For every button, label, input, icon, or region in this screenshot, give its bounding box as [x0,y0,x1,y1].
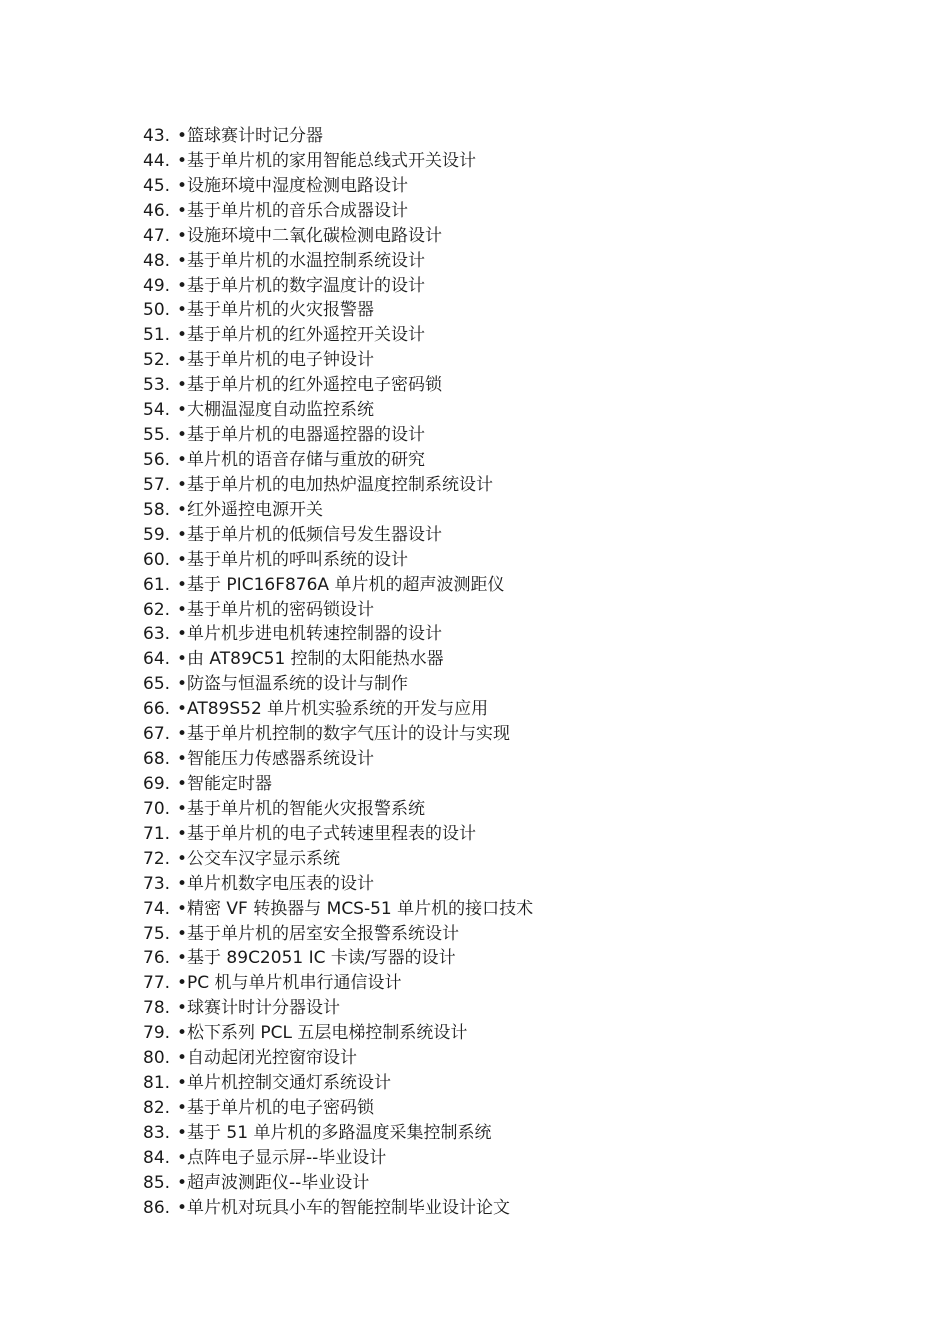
list-item [143,922,533,947]
item-number: 85. [143,1172,171,1193]
list-item [143,847,533,872]
item-title: •基于单片机的红外遥控开关设计 [177,325,426,346]
list-item [143,274,533,299]
item-title: •基于 51 单片机的多路温度采集控制系统 [177,1122,492,1143]
item-title: •篮球赛计时记分器 [177,126,324,146]
item-title: •AT89S52 单片机实验系统的开发与应用 [177,699,489,720]
item-number: 67. [143,724,171,745]
item-number: 59. [143,524,171,545]
item-number: 45. [143,175,171,196]
item-title: •由 AT89C51 控制的太阳能热水器 [177,649,444,670]
list-item [143,473,533,498]
item-title: •基于单片机的电子式转速里程表的设计 [177,823,477,844]
item-number: 58. [143,499,171,520]
item-title: •基于单片机的水温控制系统设计 [177,250,426,271]
item-number: 57. [143,474,171,495]
list-item [143,224,533,249]
item-title: •基于单片机的居室安全报警系统设计 [177,923,460,944]
item-number: 78. [143,998,171,1019]
item-number: 84. [143,1147,171,1168]
list-item [143,1121,533,1146]
item-title: •单片机的语音存储与重放的研究 [177,449,426,470]
list-item [143,398,533,423]
item-title: •智能压力传感器系统设计 [177,749,375,770]
item-title: •基于单片机的智能火灾报警系统 [177,798,426,819]
item-title: •公交车汉字显示系统 [177,848,341,869]
item-title: •基于 89C2051 IC 卡读/写器的设计 [177,948,456,969]
list-item [143,1021,533,1046]
list-item [143,573,533,598]
item-number: 86. [143,1197,171,1218]
item-number: 83. [143,1122,171,1143]
list-item [143,249,533,274]
item-title: •设施环境中湿度检测电路设计 [177,175,409,196]
item-number: 47. [143,225,171,246]
item-title: •基于单片机控制的数字气压计的设计与实现 [177,724,511,745]
item-number: 44. [143,150,171,171]
list-item [143,199,533,224]
item-title: •松下系列 PCL 五层电梯控制系统设计 [177,1023,468,1044]
item-title: •基于单片机的数字温度计的设计 [177,275,426,296]
item-title: •超声波测距仪--毕业设计 [177,1172,370,1193]
item-number: 76. [143,948,171,969]
list-item [143,448,533,473]
list-item [143,1171,533,1196]
item-number: 62. [143,599,171,620]
item-title: •红外遥控电源开关 [177,499,324,520]
list-item [143,298,533,323]
item-number: 50. [143,300,171,321]
item-title: •基于单片机的电子钟设计 [177,350,375,371]
item-title: •PC 机与单片机串行通信设计 [177,973,402,994]
list-item [143,598,533,623]
item-number: 55. [143,425,171,446]
list-item [143,946,533,971]
item-number: 52. [143,350,171,371]
list-item [143,672,533,697]
item-number: 79. [143,1023,171,1044]
item-title: •单片机步进电机转速控制器的设计 [177,624,443,645]
item-number: 80. [143,1048,171,1069]
item-title: •基于单片机的密码锁设计 [177,599,375,620]
item-number: 54. [143,400,171,421]
item-title: •基于单片机的呼叫系统的设计 [177,549,409,570]
item-number: 61. [143,574,171,595]
item-title: •智能定时器 [177,773,273,794]
item-number: 53. [143,375,171,396]
item-number: 66. [143,699,171,720]
list-item [143,323,533,348]
item-title: •单片机控制交通灯系统设计 [177,1073,392,1094]
design-topic-list [143,124,533,1221]
list-item [143,772,533,797]
list-item [143,174,533,199]
item-number: 69. [143,773,171,794]
item-title: •基于单片机的火灾报警器 [177,300,375,321]
list-item [143,722,533,747]
list-item [143,747,533,772]
list-item [143,1146,533,1171]
list-item [143,1196,533,1221]
item-number: 43. [143,126,171,146]
item-title: •大棚温湿度自动监控系统 [177,400,375,421]
list-item [143,124,533,149]
item-number: 77. [143,973,171,994]
list-item [143,822,533,847]
item-title: •设施环境中二氧化碳检测电路设计 [177,225,443,246]
list-item [143,996,533,1021]
item-number: 68. [143,749,171,770]
list-item [143,872,533,897]
item-title: •点阵电子显示屏--毕业设计 [177,1147,387,1168]
list-item [143,498,533,523]
list-item [143,647,533,672]
item-number: 64. [143,649,171,670]
list-item [143,1071,533,1096]
item-title: •球赛计时计分器设计 [177,998,341,1019]
list-item [143,149,533,174]
item-title: •基于单片机的家用智能总线式开关设计 [177,150,477,171]
item-number: 82. [143,1097,171,1118]
item-number: 81. [143,1073,171,1094]
item-title: •单片机对玩具小车的智能控制毕业设计论文 [177,1197,511,1218]
list-item [143,971,533,996]
list-item [143,1046,533,1071]
list-item [143,423,533,448]
list-item [143,697,533,722]
list-item [143,373,533,398]
item-number: 75. [143,923,171,944]
item-number: 63. [143,624,171,645]
list-item [143,523,533,548]
item-title: •基于单片机的音乐合成器设计 [177,200,409,221]
item-number: 51. [143,325,171,346]
item-title: •防盗与恒温系统的设计与制作 [177,674,409,695]
item-title: •单片机数字电压表的设计 [177,873,375,894]
item-number: 48. [143,250,171,271]
item-number: 73. [143,873,171,894]
item-title: •自动起闭光控窗帘设计 [177,1048,358,1069]
item-title: •基于单片机的电加热炉温度控制系统设计 [177,474,494,495]
list-item [143,548,533,573]
item-title: •基于单片机的电器遥控器的设计 [177,425,426,446]
item-number: 71. [143,823,171,844]
list-item [143,622,533,647]
item-title: •基于 PIC16F876A 单片机的超声波测距仪 [177,574,505,595]
item-number: 60. [143,549,171,570]
item-number: 74. [143,898,171,919]
list-item [143,797,533,822]
item-number: 65. [143,674,171,695]
item-number: 46. [143,200,171,221]
item-number: 49. [143,275,171,296]
list-item [143,1096,533,1121]
item-number: 56. [143,449,171,470]
item-title: •基于单片机的电子密码锁 [177,1097,375,1118]
list-item [143,897,533,922]
item-title: •精密 VF 转换器与 MCS-51 单片机的接口技术 [177,898,534,919]
item-title: •基于单片机的红外遥控电子密码锁 [177,375,443,396]
item-title: •基于单片机的低频信号发生器设计 [177,524,443,545]
list-item [143,348,533,373]
item-number: 70. [143,798,171,819]
item-number: 72. [143,848,171,869]
